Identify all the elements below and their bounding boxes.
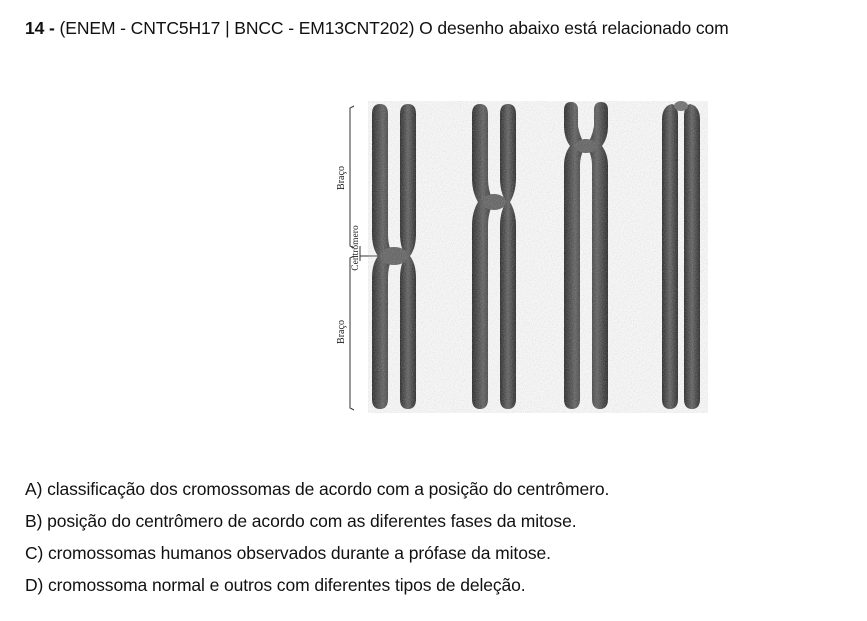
bottom-arm-label: Braço [336,320,347,344]
answer-options [25,478,609,606]
option-a[interactable] [25,478,609,510]
option-letter: D) [25,575,44,595]
option-letter: A) [25,479,43,499]
option-b[interactable] [25,510,609,542]
bottom-arm-bracket [350,256,354,410]
top-arm-label: Braço [336,166,347,190]
question-title [25,18,729,39]
option-letter: B) [25,511,43,531]
question-number: 14 - [25,18,55,38]
option-text: posição do centrômero de acordo com as diferentes fases da mitose. [47,511,577,531]
option-d[interactable] [25,574,609,606]
option-text: cromossoma normal e outros com diferentes tipos de deleção. [48,575,526,595]
chromosome-illustration [328,96,713,416]
option-text: classificação dos cromossomas de acordo com a posição do centrômero. [47,479,610,499]
chromosome-figure [328,96,713,416]
option-c[interactable] [25,542,609,574]
option-text: cromossomas humanos observados durante a prófase da mitose. [48,543,551,563]
question-text: (ENEM - CNTC5H17 | BNCC - EM13CNT202) O desenho abaixo está relacionado com [59,18,729,38]
centromere-label: Centrômero [351,225,361,271]
option-letter: C) [25,543,44,563]
